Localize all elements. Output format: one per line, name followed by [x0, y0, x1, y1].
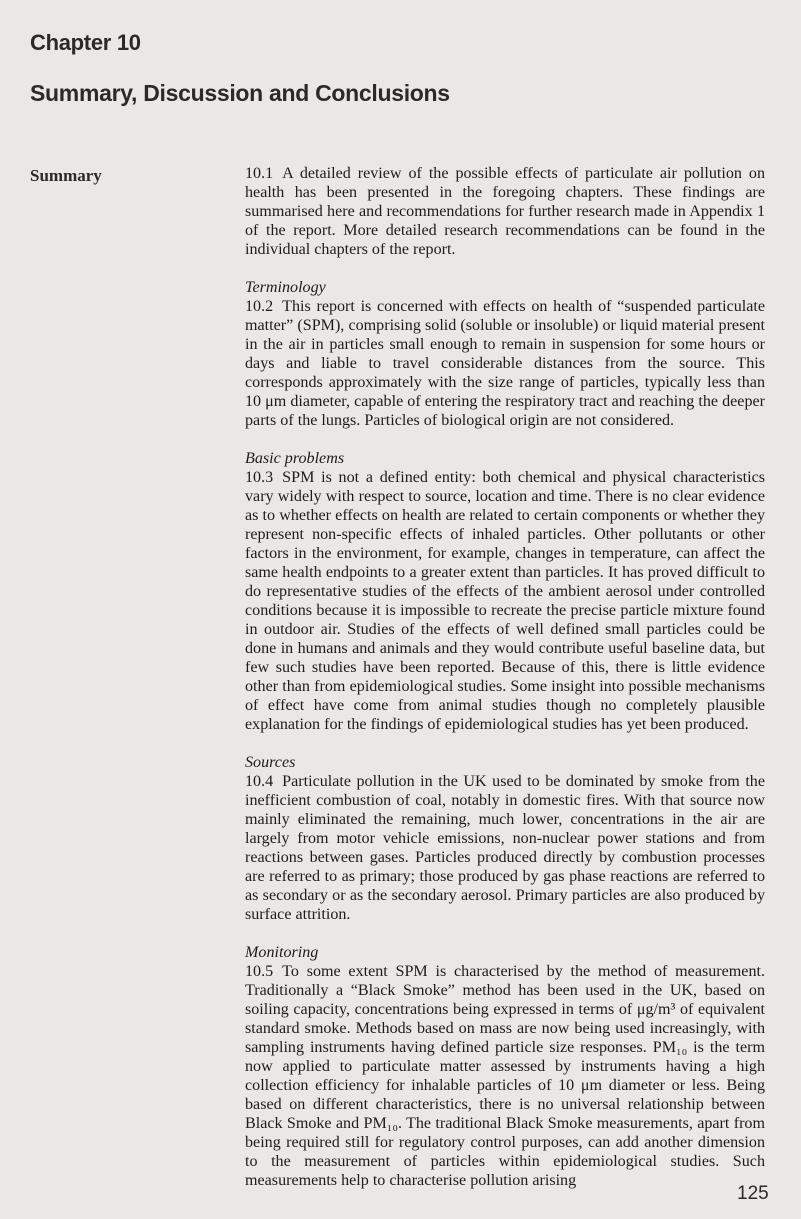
paragraph-number: 10.4	[245, 773, 274, 790]
paragraph-10-3	[245, 468, 765, 734]
chapter-label: Chapter 10	[30, 30, 141, 55]
paragraph-text: Particulate pollution in the UK used to be dominated by smoke from the inefficient combustion of coal, notably in domestic fires. With that source now mainly eliminated the remaining, much lower, concentrations in the air are largely from motor vehicle emissions, non-nuclear power stations and from reactions between gases. Particles produced directly by combustion processes are referred to as primary; those produced by gas phase reactions are referred to as secondary or as the secondary aerosol. Primary particles are also produced by surface attrition.	[245, 773, 765, 923]
heading-sources: Sources	[245, 754, 296, 771]
paragraph-number: 10.1	[245, 165, 274, 182]
paragraph-10-1	[245, 164, 765, 259]
heading-basic-problems: Basic problems	[245, 450, 345, 467]
paragraph-text: This report is concerned with effects on health of “suspended particulate matter” (SPM), comprising solid (soluble or insoluble) or liquid material present in the air in particles small enough to remain in suspension for some hours or days and liable to travel considerable distances from the source. This corresponds approximately with the size range of particles, typically less than 10 μm diameter, capable of entering the respiratory tract and reaching the deeper parts of the lungs. Particles of biological origin are not considered.	[245, 298, 765, 429]
paragraph-number: 10.5	[245, 963, 274, 980]
heading-terminology: Terminology	[245, 279, 326, 296]
paragraph-text: SPM is not a defined entity: both chemical and physical characteristics vary widely with respect to source, location and time. There is no clear evidence as to whether effects on health are related to certain components or whether they represent non-specific effects of inhaled particles. Other pollutants or other factors in the environment, for example, changes in temperature, can affect the same health endpoints to a greater extent than particles. It has proved difficult to do representative studies of the effects of the ambient aerosol under controlled conditions because it is impossible to recreate the precise particle mixture found in outdoor air. Studies of the effects of well defined small particles could be done in humans and animals and they would contribute useful baseline data, but few such studies have been reported. Because of this, there is little evidence other than from epidemiological studies. Some insight into possible mechanisms of effect have come from animal studies though no completely plausible explanation for the findings of epidemiological studies has yet been produced.	[245, 469, 765, 733]
paragraph-text: To some extent SPM is characterised by the method of measurement. Traditionally a “Black Smoke” method has been used in the UK, based on soiling capacity, concentrations being expressed in terms of μg/m³ of equivalent standard smoke. Methods based on mass are now being used increasingly, with sampling instruments having defined particle size responses. PM₁₀ is the term now applied to particulate matter assessed by instruments having a high collection efficiency for inhalable particles of 10 μm diameter or less. Being based on different characteristics, there is no universal relationship between Black Smoke and PM₁₀. The traditional Black Smoke measurements, apart from being required still for regulatory control purposes, can add another dimension to the measurement of particles within epidemiological studies. Such measurements help to characterise pollution arising	[245, 963, 765, 1189]
page-number: 125	[737, 1183, 769, 1204]
paragraph-10-5	[245, 962, 765, 1190]
paragraph-10-2	[245, 297, 765, 430]
paragraph-number: 10.3	[245, 469, 274, 486]
heading-monitoring: Monitoring	[245, 944, 319, 961]
paragraph-number: 10.2	[245, 298, 274, 315]
paragraph-10-4	[245, 772, 765, 924]
chapter-title: Summary, Discussion and Conclusions	[30, 80, 450, 106]
section-side-label: Summary	[30, 166, 102, 185]
main-text	[245, 164, 765, 1190]
paragraph-text: A detailed review of the possible effects of particulate air pollution on health has been presented in the foregoing chapters. These findings are summarised here and recommendations for further research made in Appendix 1 of the report. More detailed research recommendations can be found in the individual chapters of the report.	[245, 165, 765, 258]
